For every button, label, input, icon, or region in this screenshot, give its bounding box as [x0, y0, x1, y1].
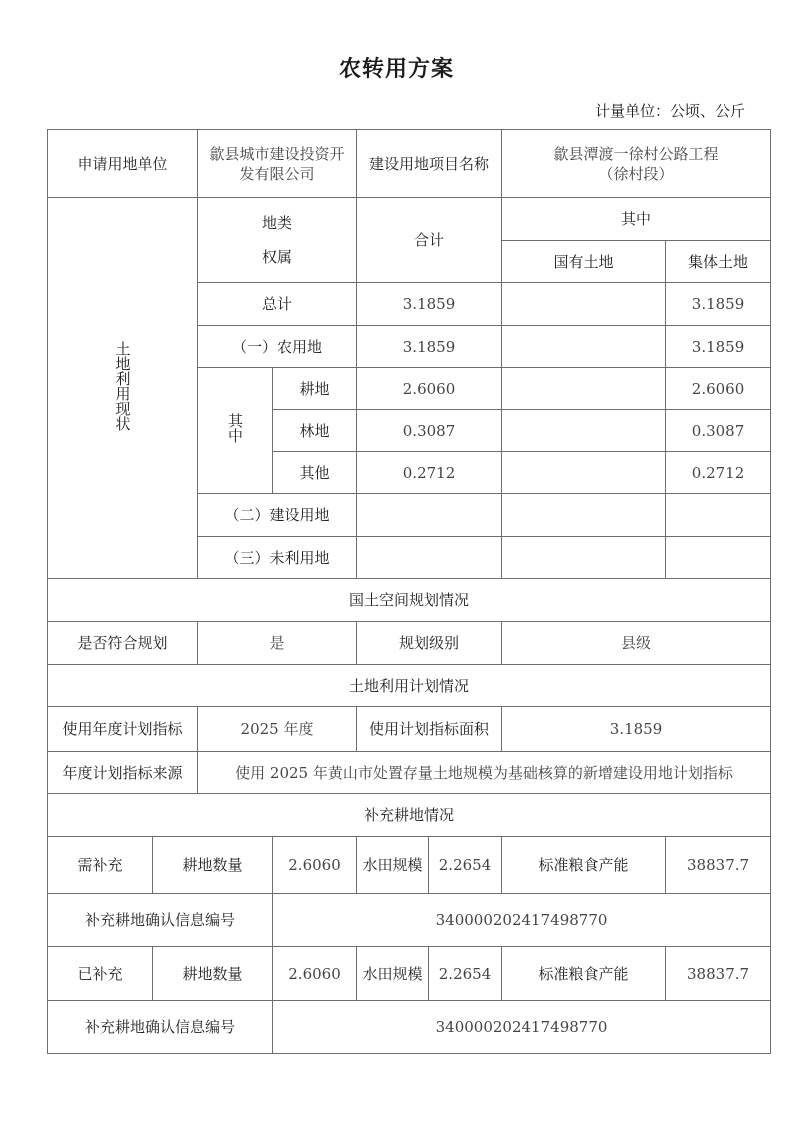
completed-supplement-row — [48, 947, 771, 1001]
construction-collective — [666, 494, 771, 537]
cultivated-state — [502, 368, 666, 410]
grand-total-label: 总计 — [198, 283, 357, 326]
state-owned-header: 国有土地 — [502, 241, 666, 283]
completed-paddy-value: 2.2654 — [429, 947, 502, 1001]
agricultural-label: （一）农用地 — [198, 326, 357, 368]
index-source-row — [48, 752, 771, 794]
index-source-label: 年度计划指标来源 — [48, 752, 198, 794]
farmland-supplement-title-row — [48, 794, 771, 837]
required-label: 需补充 — [48, 837, 153, 894]
completed-confirm-row — [48, 1001, 771, 1054]
project-name-value — [502, 130, 771, 198]
required-qty-value: 2.6060 — [273, 837, 357, 894]
spatial-planning-title: 国土空间规划情况 — [48, 579, 771, 622]
land-use-plan-title: 土地利用计划情况 — [48, 665, 771, 707]
forest-state — [502, 410, 666, 452]
cultivated-collective: 2.6060 — [666, 368, 771, 410]
grand-total-collective: 3.1859 — [666, 283, 771, 326]
unused-label: （三）未利用地 — [198, 537, 357, 579]
other-collective: 0.2712 — [666, 452, 771, 494]
project-name-line1: 歙县潭渡一徐村公路工程 — [553, 144, 719, 163]
category-header: 地类 — [262, 214, 293, 232]
grand-total-total: 3.1859 — [357, 283, 502, 326]
construction-label: （二）建设用地 — [198, 494, 357, 537]
unused-total — [357, 537, 502, 579]
applicant-unit-line1: 歙县城市建设投资开 — [209, 144, 345, 163]
other-total: 0.2712 — [357, 452, 502, 494]
completed-grain-value: 38837.7 — [666, 947, 771, 1001]
index-area-label: 使用计划指标面积 — [357, 707, 502, 752]
completed-confirm-value: 340000202417498770 — [273, 1001, 771, 1054]
plan-compliant-value: 是 — [198, 622, 357, 665]
construction-total — [357, 494, 502, 537]
forest-total: 0.3087 — [357, 410, 502, 452]
land-status-header-row-1 — [48, 198, 771, 241]
unused-collective — [666, 537, 771, 579]
annual-index-row — [48, 707, 771, 752]
land-status-section-label — [48, 198, 198, 579]
other-state — [502, 452, 666, 494]
category-ownership-header — [198, 198, 357, 283]
total-header: 合计 — [357, 198, 502, 283]
forest-collective: 0.3087 — [666, 410, 771, 452]
required-grain-label: 标准粮食产能 — [502, 837, 666, 894]
of-which-header: 其中 — [502, 198, 771, 241]
completed-confirm-label: 补充耕地确认信息编号 — [48, 1001, 273, 1054]
required-supplement-row — [48, 837, 771, 894]
forest-label: 林地 — [273, 410, 357, 452]
land-use-plan-title-row — [48, 665, 771, 707]
completed-qty-label: 耕地数量 — [153, 947, 273, 1001]
required-confirm-row — [48, 894, 771, 947]
spatial-planning-title-row — [48, 579, 771, 622]
project-name-line2: （徐村段） — [598, 164, 674, 183]
annual-index-label: 使用年度计划指标 — [48, 707, 198, 752]
other-label: 其他 — [273, 452, 357, 494]
plan-level-value: 县级 — [502, 622, 771, 665]
index-area-value: 3.1859 — [502, 707, 771, 752]
applicant-unit-label: 申请用地单位 — [48, 130, 198, 198]
completed-paddy-label: 水田规模 — [357, 947, 429, 1001]
required-confirm-label: 补充耕地确认信息编号 — [48, 894, 273, 947]
land-status-vertical-text: 土地利用现状 — [113, 340, 132, 431]
required-paddy-value: 2.2654 — [429, 837, 502, 894]
agricultural-state — [502, 326, 666, 368]
farmland-supplement-title: 补充耕地情况 — [48, 794, 771, 837]
completed-label: 已补充 — [48, 947, 153, 1001]
applicant-row — [48, 130, 771, 198]
unused-state — [502, 537, 666, 579]
required-qty-label: 耕地数量 — [153, 837, 273, 894]
collective-header: 集体土地 — [666, 241, 771, 283]
unit-note: 计量单位：公顷、公斤 — [594, 102, 745, 120]
completed-grain-label: 标准粮食产能 — [502, 947, 666, 1001]
required-grain-value: 38837.7 — [666, 837, 771, 894]
required-paddy-label: 水田规模 — [357, 837, 429, 894]
document-title: 农转用方案 — [338, 57, 454, 82]
applicant-unit-line2: 发有限公司 — [239, 164, 315, 183]
of-which-vertical-text: 其中 — [226, 413, 245, 443]
plan-level-label: 规划级别 — [357, 622, 502, 665]
construction-state — [502, 494, 666, 537]
project-name-label: 建设用地项目名称 — [357, 130, 502, 198]
required-confirm-value: 340000202417498770 — [273, 894, 771, 947]
plan-compliant-label: 是否符合规划 — [48, 622, 198, 665]
agricultural-total: 3.1859 — [357, 326, 502, 368]
cultivated-total: 2.6060 — [357, 368, 502, 410]
cultivated-label: 耕地 — [273, 368, 357, 410]
index-source-value: 使用 2025 年黄山市处置存量土地规模为基础核算的新增建设用地计划指标 — [198, 752, 771, 794]
of-which-sub-label — [198, 368, 273, 494]
spatial-planning-row — [48, 622, 771, 665]
annual-index-value: 2025 年度 — [198, 707, 357, 752]
completed-qty-value: 2.6060 — [273, 947, 357, 1001]
grand-total-state — [502, 283, 666, 326]
agricultural-collective: 3.1859 — [666, 326, 771, 368]
applicant-unit-value — [198, 130, 357, 198]
ownership-header: 权属 — [262, 248, 293, 266]
land-conversion-table — [47, 129, 771, 1054]
